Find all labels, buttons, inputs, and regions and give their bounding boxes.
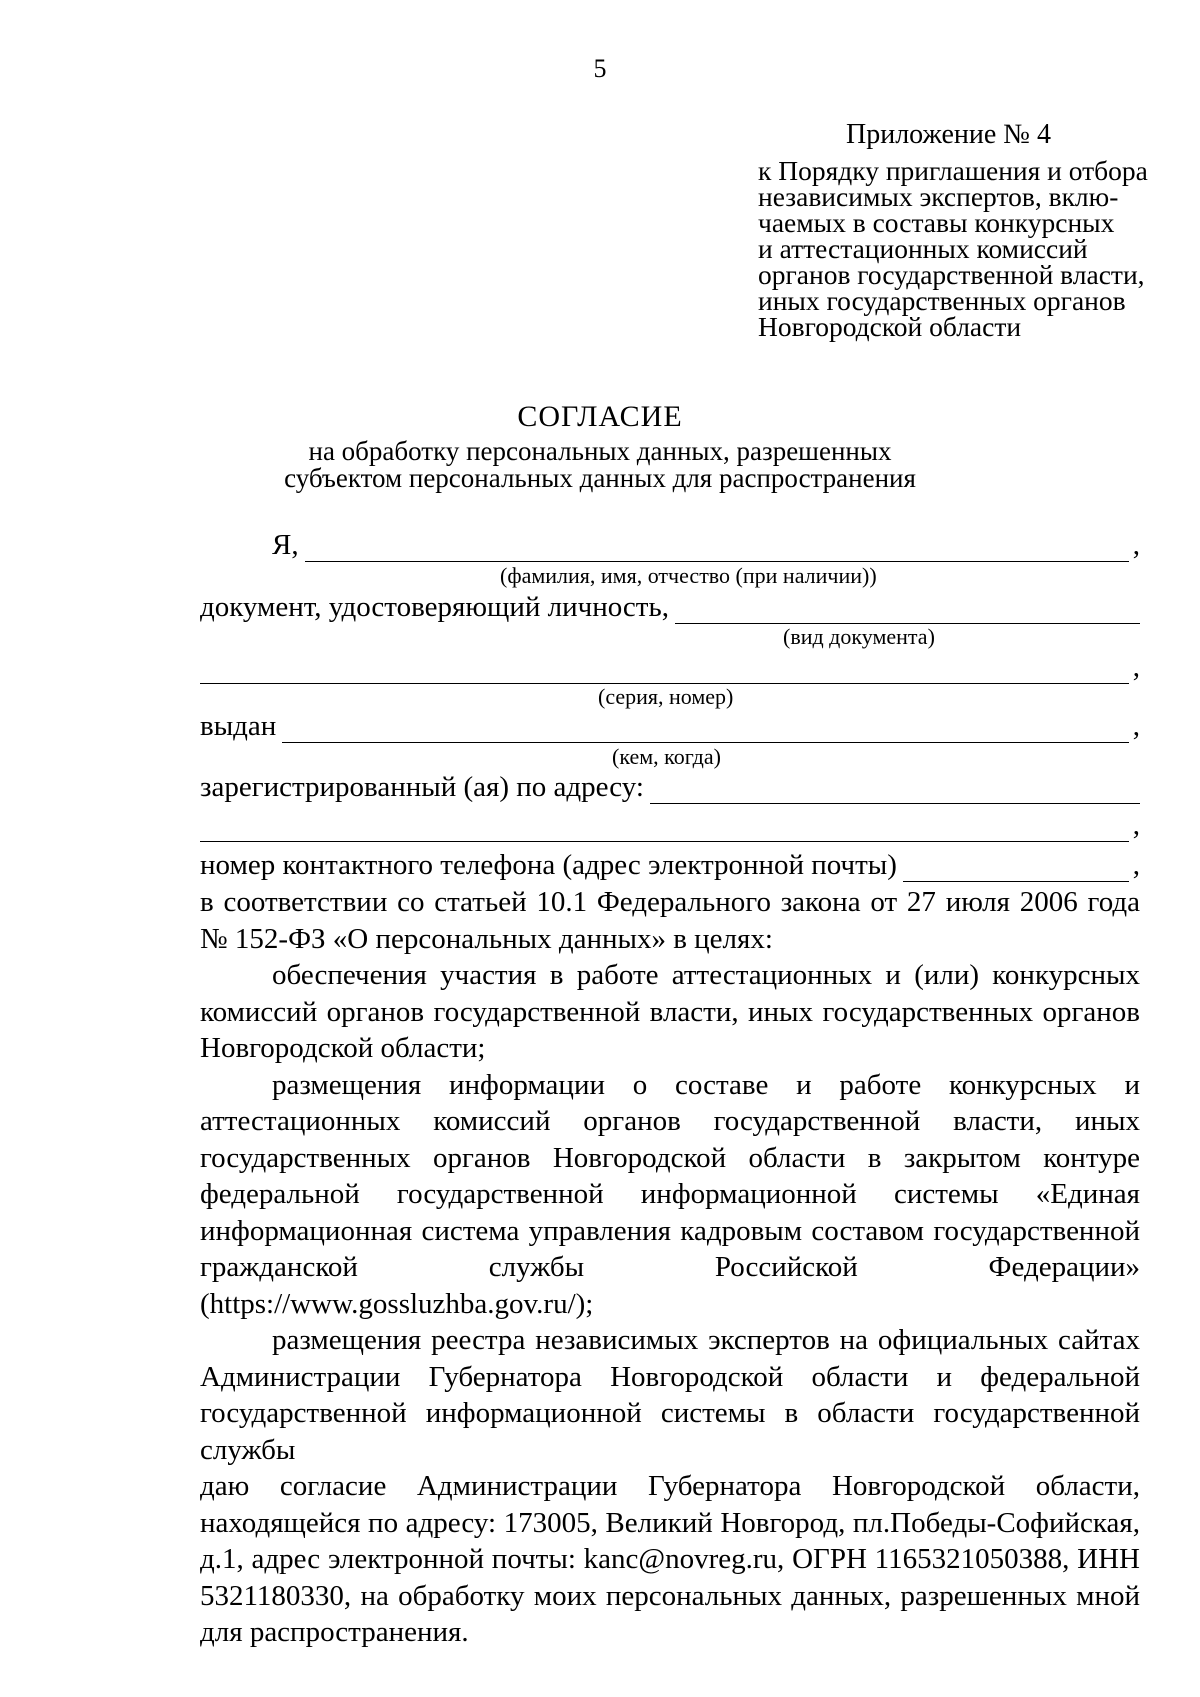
intro-paragraph: в соответствии со статьей 10.1 Федерального закона от 27 июля 2006 года № 152-ФЗ «О персональных данных» в целях: [200, 886, 1140, 955]
purpose-paragraph: обеспечения участия в работе аттестационных и (или) конкурсных комиссий органов государственной власти, иных государственных органов Новгородской области; [200, 959, 1140, 1064]
document-subtitle [0, 438, 1200, 492]
purpose-paragraph: размещения информации о составе и работе конкурсных и аттестационных комиссий органов государственной власти, иных государственных органов Новгородской области в закрытом контуре федеральной государственной информационной системы «Единая информационная система управления кадровым составом государственной гражданской службы Российской Федерации» (https://www.gossluzhba.gov.ru/); [200, 1068, 1140, 1320]
issued-field[interactable] [282, 716, 1128, 743]
appendix-title: Приложение № 4 [846, 119, 1051, 150]
address-field[interactable] [650, 777, 1140, 804]
appendix-line: Новгородской области [758, 311, 1022, 342]
comma: , [1132, 710, 1140, 742]
issued-label: выдан [200, 710, 277, 742]
doc-row [200, 590, 1140, 624]
document-title: СОГЛАСИЕ [517, 400, 683, 433]
series-hint: (серия, номер) [598, 684, 734, 709]
contact-label: номер контактного телефона (адрес электронной почты) [200, 849, 897, 881]
appendix-line: к Порядку приглашения и отбора [758, 155, 1148, 186]
address-label: зарегистрированный (ая) по адресу: [200, 771, 644, 803]
comma: , [1132, 809, 1140, 841]
consent-paragraph: даю согласие Администрации Губернатора Новгородской области, находящейся по адресу: 173005, Великий Новгород, пл.Победы-Софийская, д.1, адрес электронной почты: kanc@novreg.ru, ОГРН 1165321050388, ИНН 5321180330, на обработку моих персональных данных, разрешенных мной для распространения. [200, 1470, 1140, 1648]
doc-type-field[interactable] [675, 597, 1140, 624]
ya-label: Я, [272, 529, 299, 561]
appendix-header [758, 119, 1158, 342]
comma: , [1132, 529, 1140, 561]
subtitle-line: субъектом персональных данных для распространения [284, 463, 916, 493]
issued-row [200, 709, 1140, 743]
doc-label: документ, удостоверяющий личность, [200, 591, 669, 623]
contact-field[interactable] [903, 855, 1129, 882]
series-number-field[interactable] [200, 657, 1129, 684]
address-row [200, 770, 1140, 804]
contact-row [200, 848, 1140, 882]
page-number: 5 [593, 54, 607, 83]
series-row [200, 650, 1140, 684]
appendix-line: иных государственных органов [758, 285, 1126, 316]
fio-field[interactable] [305, 535, 1129, 562]
appendix-line: чаемых в составы конкурсных [758, 207, 1115, 238]
fio-row [200, 528, 1140, 562]
purpose-paragraph: размещения реестра независимых экспертов на официальных сайтах Администрации Губернатора Новгородской области и федеральной государственной информационной системы в области государственной службы [200, 1324, 1140, 1466]
fio-hint: (фамилия, имя, отчество (при наличии)) [500, 563, 877, 588]
address-field-continued[interactable] [200, 815, 1129, 842]
appendix-line: органов государственной власти, [758, 259, 1145, 290]
subtitle-line: на обработку персональных данных, разрешенных [308, 436, 892, 466]
appendix-line: независимых экспертов, вклю- [758, 181, 1119, 212]
doc-hint: (вид документа) [783, 624, 935, 649]
comma: , [1132, 849, 1140, 881]
appendix-line: и аттестационных комиссий [758, 233, 1088, 264]
address-continued-row [200, 808, 1140, 842]
comma: , [1132, 651, 1140, 683]
issued-hint: (кем, когда) [612, 744, 721, 769]
document-body [200, 884, 1140, 1651]
